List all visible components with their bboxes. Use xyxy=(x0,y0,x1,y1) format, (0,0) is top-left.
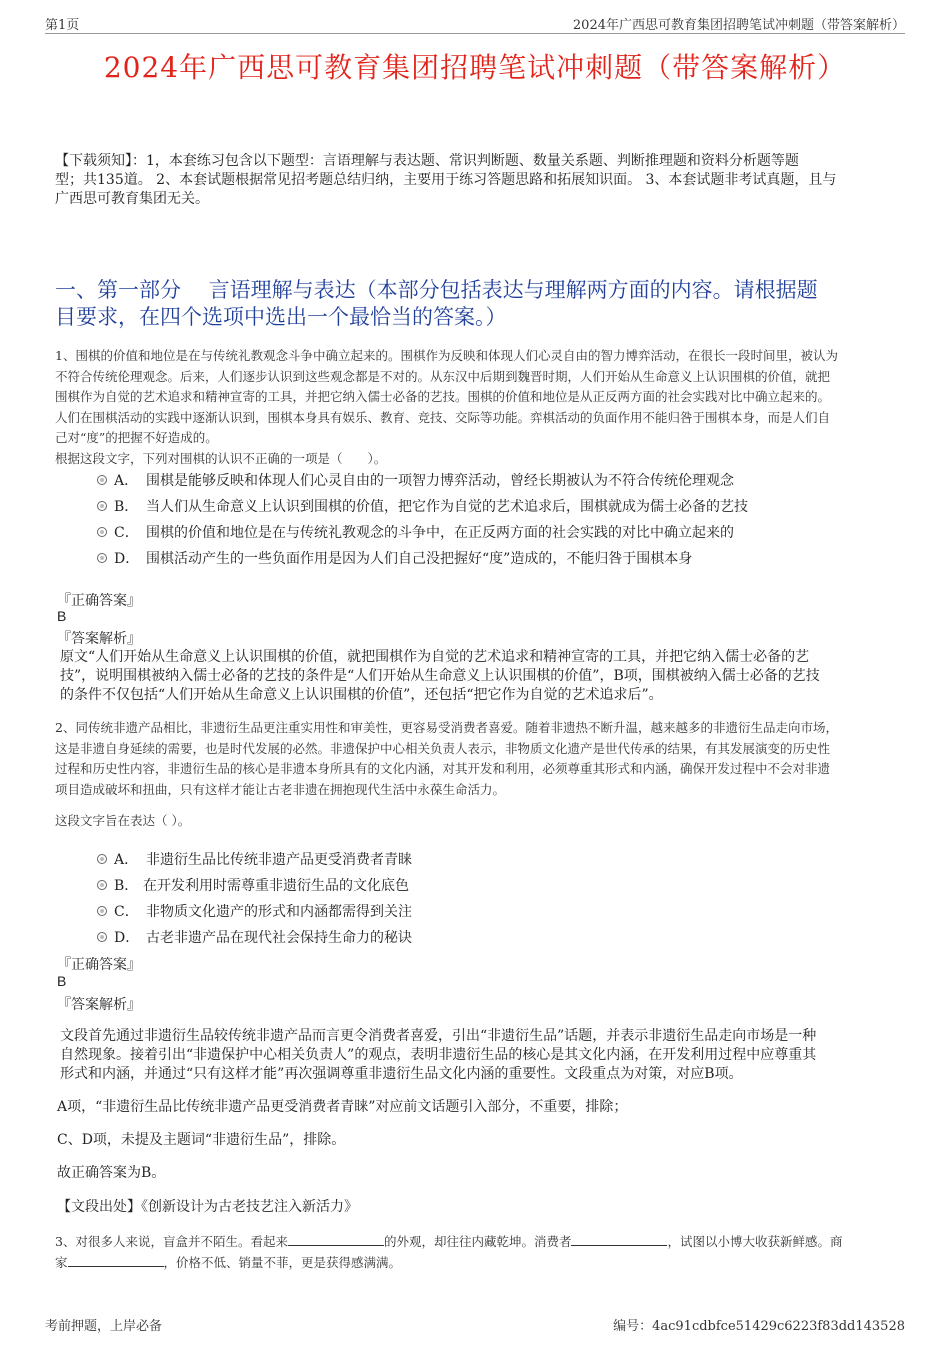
footer-slogan: 考前押题，上岸必备 xyxy=(45,1319,163,1334)
option-label: D． xyxy=(114,930,140,946)
option-text: 围棋的价值和地位是在与传统礼教观念的斗争中，在正反两方面的社会实践的对比中确立起来的 xyxy=(146,525,734,541)
option-label: D． xyxy=(114,551,140,567)
option-label: C． xyxy=(114,525,139,541)
radio-icon[interactable] xyxy=(97,932,107,942)
option-label: C． xyxy=(114,904,139,920)
radio-icon[interactable] xyxy=(97,501,107,511)
fill-blank-1[interactable] xyxy=(288,1233,384,1246)
radio-icon[interactable] xyxy=(97,553,107,563)
notice-line: 型；共135道。 2、本套试题根据常见招考题总结归纳，主要用于练习答题思路和拓展知识面。 3、本套试题非考试真题，且与 xyxy=(55,172,837,188)
stem-line: 过程和历史性内容，非遗衍生品的核心是非遗本身所具有的文化内涵，对其开发和利用，必须尊重其形式和内涵，确保开发过程中不会对非遗 xyxy=(55,761,831,776)
source-title: 《创新设计为古老技艺注入新活力》 xyxy=(141,1199,358,1215)
q2-analysis-conclusion: 故正确答案为B。 xyxy=(57,1165,166,1181)
option-label: A． xyxy=(114,852,139,868)
option-text: 非物质文化遗产的形式和内涵都需得到关注 xyxy=(146,904,412,920)
footer-doc-id: 编号：4ac91cdbfce51429c6223f83dd143528 xyxy=(613,1319,905,1334)
analysis-line: 原文“人们开始从生命意义上认识围棋的价值，就把围棋作为自觉的艺术追求和精神宣寄的工具，并把它纳入儒士必备的艺 xyxy=(60,649,810,665)
option-text: 在开发利用时需尊重非遗衍生品的文化底色 xyxy=(143,878,409,894)
stem-line: 不符合传统伦理观念。后来，人们逐步认识到这些观念都是不对的。从东汉中后期到魏晋时期，人们开始从生命意义上认识围棋的价值，就把 xyxy=(55,368,831,384)
stem-line: 己对“度”的把握不好造成的。 xyxy=(55,430,218,445)
notice-line: 广西思可教育集团无关。 xyxy=(55,191,209,207)
option-label: A． xyxy=(114,473,139,489)
radio-icon[interactable] xyxy=(97,527,107,537)
correct-answer-value: B xyxy=(57,973,67,989)
correct-answer-label: 『正确答案』 xyxy=(57,593,141,609)
stem-text: ，价格不低、销量不菲，更是获得感满满。 xyxy=(163,1254,402,1270)
stem-text: 家 xyxy=(55,1254,68,1270)
page-title: 2024年广西思可教育集团招聘笔试冲刺题（带答案解析） xyxy=(103,51,847,84)
option-text: 当人们从生命意义上认识到围棋的价值，把它作为自觉的艺术追求后，围棋就成为儒士必备的艺技 xyxy=(146,499,748,515)
download-notice xyxy=(55,152,915,209)
q2-analysis-extra-a: A项，“非遗衍生品比传统非遗产品更受消费者青睐”对应前文话题引入部分，不重要，排除； xyxy=(57,1099,628,1115)
stem-line: 1、围棋的价值和地位是在与传统礼教观念斗争中确立起来的。围棋作为反映和体现人们心灵自由的智力博弈活动，在很长一段时间里，被认为 xyxy=(55,348,838,363)
correct-answer-value: B xyxy=(57,608,67,624)
notice-line: 【下载须知】：1，本套练习包含以下题型：言语理解与表达题、常识判断题、数量关系题、判断推理题和资料分析题等题 xyxy=(55,153,799,169)
question-2-stem xyxy=(55,718,915,800)
fill-blank-3[interactable] xyxy=(68,1254,164,1267)
section-heading-line: 目要求，在四个选项中选出一个最恰当的答案。） xyxy=(55,305,507,329)
question-2-prompt: 这段文字旨在表达（ ）。 xyxy=(55,813,191,828)
radio-icon[interactable] xyxy=(97,880,107,890)
stem-text: ，试图以小博大收获新鲜感。商 xyxy=(667,1234,843,1249)
option-label: B． xyxy=(114,499,139,515)
radio-icon[interactable] xyxy=(97,854,107,864)
section-heading xyxy=(55,277,818,331)
source-label: 【文段出处】 xyxy=(57,1199,141,1215)
page-number: 第1页 xyxy=(45,18,80,33)
radio-icon[interactable] xyxy=(97,906,107,916)
analysis-label: 『答案解析』 xyxy=(57,997,141,1013)
section-heading-line: 一、第一部分 言语理解与表达（本部分包括表达与理解两方面的内容。请根据题 xyxy=(55,278,818,302)
analysis-line: 的条件不仅包括“人们开始从生命意义上认识围棋的价值”，还包括“把它作为自觉的艺术追求后”。 xyxy=(60,687,663,703)
stem-line: 这是非遗自身延续的需要，也是时代发展的必然。非遗保护中心相关负责人表示，非物质文化遗产是世代传承的结果，有其发展演变的历史性 xyxy=(55,740,831,756)
q2-analysis xyxy=(60,1027,910,1084)
running-header-title: 2024年广西思可教育集团招聘笔试冲刺题（带答案解析） xyxy=(572,18,905,33)
option-text: 围棋是能够反映和体现人们心灵自由的一项智力博弈活动，曾经长期被认为不符合传统伦理观念 xyxy=(146,473,734,489)
analysis-line: 文段首先通过非遗衍生品较传统非遗产品而言更令消费者喜爱，引出“非遗衍生品”话题，并表示非遗衍生品走向市场是一种 xyxy=(60,1028,817,1044)
analysis-line: 技”，说明围棋被纳入儒士必备的艺技的条件是“人们开始从生命意义上认识围棋的价值”，B项，围棋被纳入儒士必备的艺技 xyxy=(60,668,820,684)
question-3-stem xyxy=(55,1232,843,1273)
stem-line: 人们在围棋活动的实践中逐渐认识到，围棋本身具有娱乐、教育、竞技、交际等功能。弈棋活动的负面作用不能归咎于围棋本身，而是人们自 xyxy=(55,409,831,425)
q2-analysis-extra-cd: C、D项，未提及主题词“非遗衍生品”，排除。 xyxy=(57,1132,346,1148)
stem-text: 3、对很多人来说，盲盒并不陌生。看起来 xyxy=(55,1234,288,1249)
analysis-line: 形式和内涵，并通过“只有这样才能”再次强调尊重非遗衍生品文化内涵的重要性。文段重点为对策，对应B项。 xyxy=(60,1066,743,1082)
stem-line: 项目造成破坏和扭曲，只有这样才能让古老非遗在拥抱现代生活中永葆生命活力。 xyxy=(55,781,506,797)
q2-source xyxy=(57,1198,358,1217)
question-1-stem xyxy=(55,346,915,469)
option-text: 围棋活动产生的一些负面作用是因为人们自己没把握好“度”造成的，不能归咎于围棋本身 xyxy=(146,551,693,567)
option-label: B． xyxy=(114,878,139,894)
radio-icon[interactable] xyxy=(97,475,107,485)
stem-line: 2、同传统非遗产品相比，非遗衍生品更注重实用性和审美性，更容易受消费者喜爱。随着非遗热不断升温，越来越多的非遗衍生品走向市场， xyxy=(55,720,838,735)
analysis-line: 自然现象。接着引出“非遗保护中心相关负责人”的观点，表明非遗衍生品的核心是其文化内涵，在开发利用过程中应尊重其 xyxy=(60,1047,817,1063)
option-text: 古老非遗产品在现代社会保持生命力的秘诀 xyxy=(146,930,412,946)
fill-blank-2[interactable] xyxy=(571,1233,667,1246)
stem-text: 的外观，却往往内藏乾坤。消费者 xyxy=(383,1234,572,1249)
q1-analysis xyxy=(60,648,910,705)
option-text: 非遗衍生品比传统非遗产品更受消费者青睐 xyxy=(146,852,412,868)
header-divider xyxy=(45,33,905,34)
correct-answer-label: 『正确答案』 xyxy=(57,957,141,973)
analysis-label: 『答案解析』 xyxy=(57,631,141,647)
stem-line: 围棋作为自觉的艺术追求和精神宣寄的工具，并把它纳入儒士必备的艺技。围棋的价值和地位是从正反两方面的社会实践对比中确立起来的。 xyxy=(55,389,831,404)
stem-line: 根据这段文字，下列对围棋的认识不正确的一项是（ ）。 xyxy=(55,450,387,466)
